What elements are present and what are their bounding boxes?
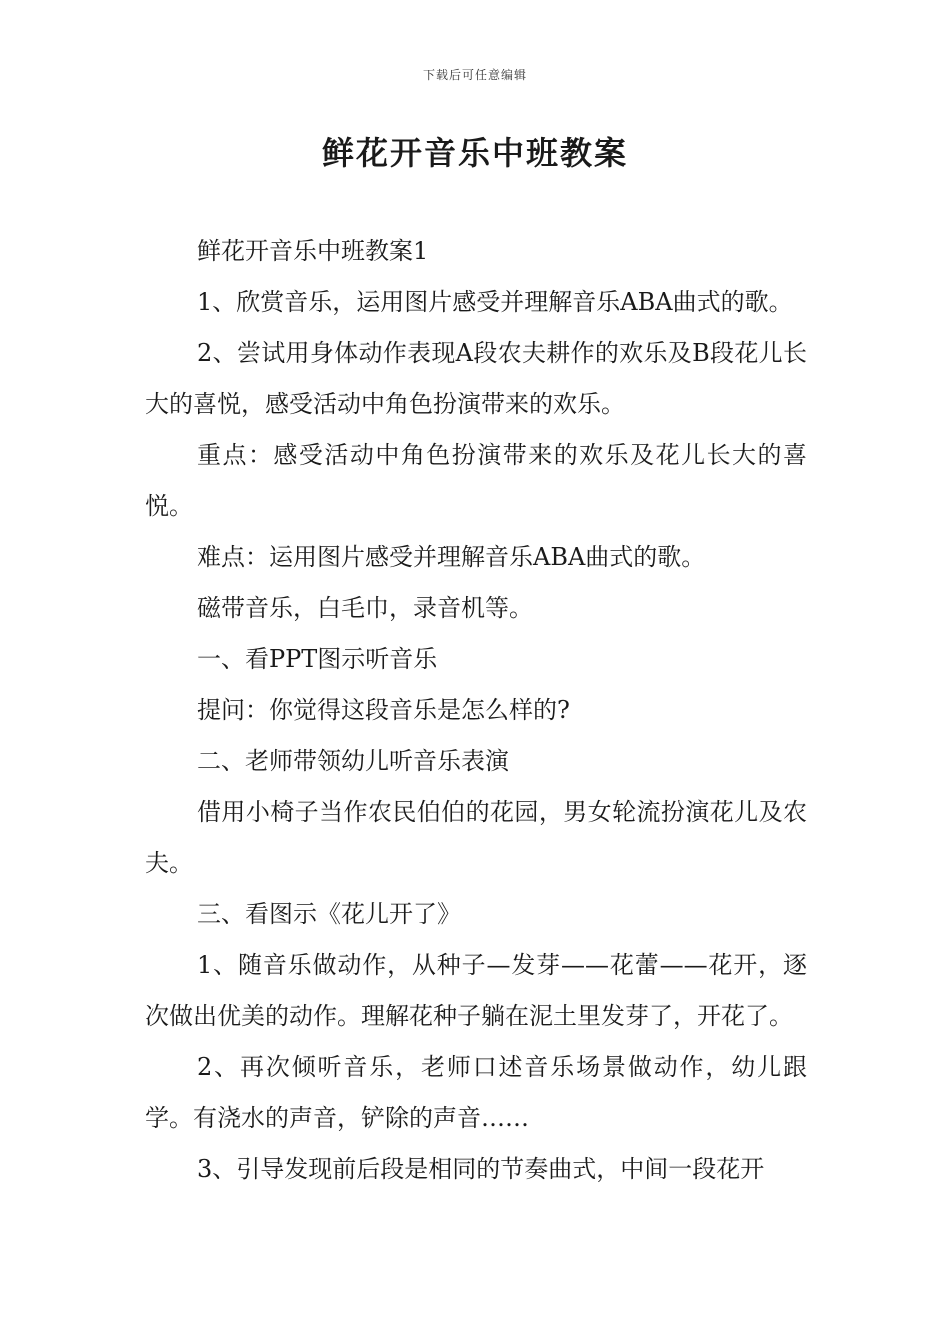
paragraph-lesson-heading: 鲜花开音乐中班教案1 [197,237,429,265]
paragraph-section-2: 二、老师带领幼儿听音乐表演 [197,747,509,775]
paragraph-step-1: 1、随音乐做动作，从种子—发芽——花蕾——花开，逐次做出优美的动作。理解花种子躺在泥土里发芽了，开花了。 [145,951,807,1030]
paragraph-question: 提问：你觉得这段音乐是怎么样的? [197,696,570,724]
paragraph-goal-1: 1、欣赏音乐，运用图片感受并理解音乐ABA曲式的歌。 [197,288,793,316]
paragraph-step-2: 2、再次倾听音乐，老师口述音乐场景做动作，幼儿跟学。有浇水的声音，铲除的声音…… [145,1053,807,1132]
paragraph-step-3: 3、引导发现前后段是相同的节奏曲式，中间一段花开 [197,1155,765,1183]
paragraph-materials: 磁带音乐，白毛巾，录音机等。 [197,594,533,622]
paragraph-section-3: 三、看图示《花儿开了》 [197,900,461,928]
paragraph-difficulty: 难点：运用图片感受并理解音乐ABA曲式的歌。 [197,543,706,571]
page-header-note: 下载后可任意编辑 [422,68,527,82]
paragraph-role-play: 借用小椅子当作农民伯伯的花园，男女轮流扮演花儿及农夫。 [145,798,807,877]
document-body [145,226,807,1195]
document-title: 鲜花开音乐中班教案 [321,134,628,172]
paragraph-goal-2: 2、尝试用身体动作表现A段农夫耕作的欢乐及B段花儿长大的喜悦，感受活动中角色扮演带来的欢乐。 [145,339,807,418]
paragraph-key-point: 重点：感受活动中角色扮演带来的欢乐及花儿长大的喜悦。 [145,441,807,520]
paragraph-section-1: 一、看PPT图示听音乐 [197,645,438,673]
